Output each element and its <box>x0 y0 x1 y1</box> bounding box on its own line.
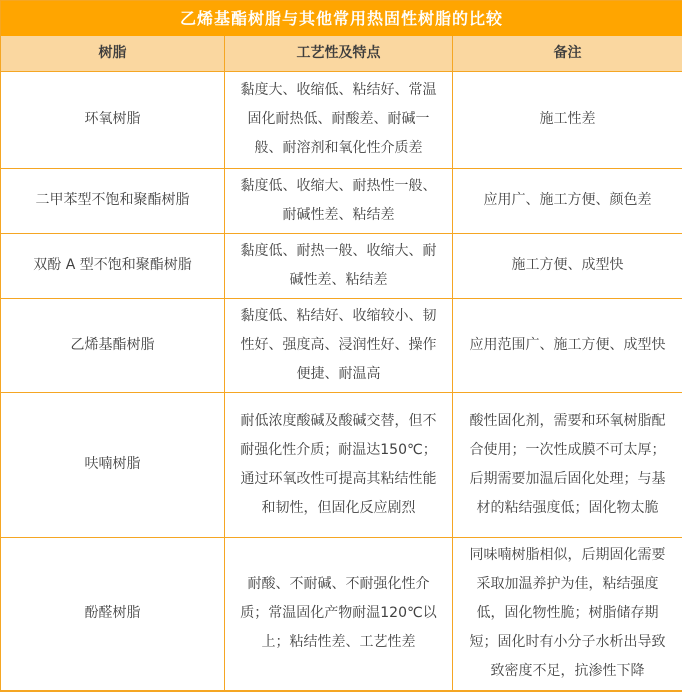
cell-features: 黏度大、收缩低、粘结好、常温固化耐热低、耐酸差、耐碱一般、耐溶剂和氧化性介质差 <box>225 71 453 168</box>
cell-resin: 二甲苯型不饱和聚酯树脂 <box>1 168 225 233</box>
header-features: 工艺性及特点 <box>225 36 453 72</box>
table-row <box>1 537 682 691</box>
header-resin: 树脂 <box>1 36 225 72</box>
table-title: 乙烯基酯树脂与其他常用热固性树脂的比较 <box>1 1 682 36</box>
table-row <box>1 233 682 298</box>
cell-resin: 酚醛树脂 <box>1 537 225 691</box>
cell-features: 黏度低、耐热一般、收缩大、耐碱性差、粘结差 <box>225 233 453 298</box>
table-title-row <box>1 1 682 36</box>
cell-features: 黏度低、粘结好、收缩较小、韧性好、强度高、浸润性好、操作便捷、耐温高 <box>225 298 453 392</box>
cell-resin: 呋喃树脂 <box>1 392 225 537</box>
cell-resin: 乙烯基酯树脂 <box>1 298 225 392</box>
table-row <box>1 392 682 537</box>
header-notes: 备注 <box>453 36 682 72</box>
cell-features: 耐低浓度酸碱及酸碱交替，但不耐强化性介质；耐温达150℃；通过环氧改性可提高其粘结性能和韧性，但固化反应剧烈 <box>225 392 453 537</box>
cell-notes: 施工性差 <box>453 71 682 168</box>
table-row <box>1 168 682 233</box>
table-header-row <box>1 36 682 72</box>
cell-features: 耐酸、不耐碱、不耐强化性介质；常温固化产物耐温120℃以上；粘结性差、工艺性差 <box>225 537 453 691</box>
cell-notes: 应用范围广、施工方便、成型快 <box>453 298 682 392</box>
cell-notes: 施工方便、成型快 <box>453 233 682 298</box>
cell-features: 黏度低、收缩大、耐热性一般、耐碱性差、粘结差 <box>225 168 453 233</box>
cell-notes: 应用广、施工方便、颜色差 <box>453 168 682 233</box>
table-row <box>1 71 682 168</box>
cell-notes: 同味喃树脂相似，后期固化需要采取加温养护为佳，粘结强度低，固化物性脆；树脂储存期短；固化时有小分子水析出导致致密度不足，抗渗性下降 <box>453 537 682 691</box>
cell-notes: 酸性固化剂，需要和环氧树脂配合使用；一次性成膜不可太厚；后期需要加温后固化处理；与基材的粘结强度低；固化物太脆 <box>453 392 682 537</box>
cell-resin: 环氧树脂 <box>1 71 225 168</box>
cell-resin: 双酚 A 型不饱和聚酯树脂 <box>1 233 225 298</box>
table-row <box>1 298 682 392</box>
